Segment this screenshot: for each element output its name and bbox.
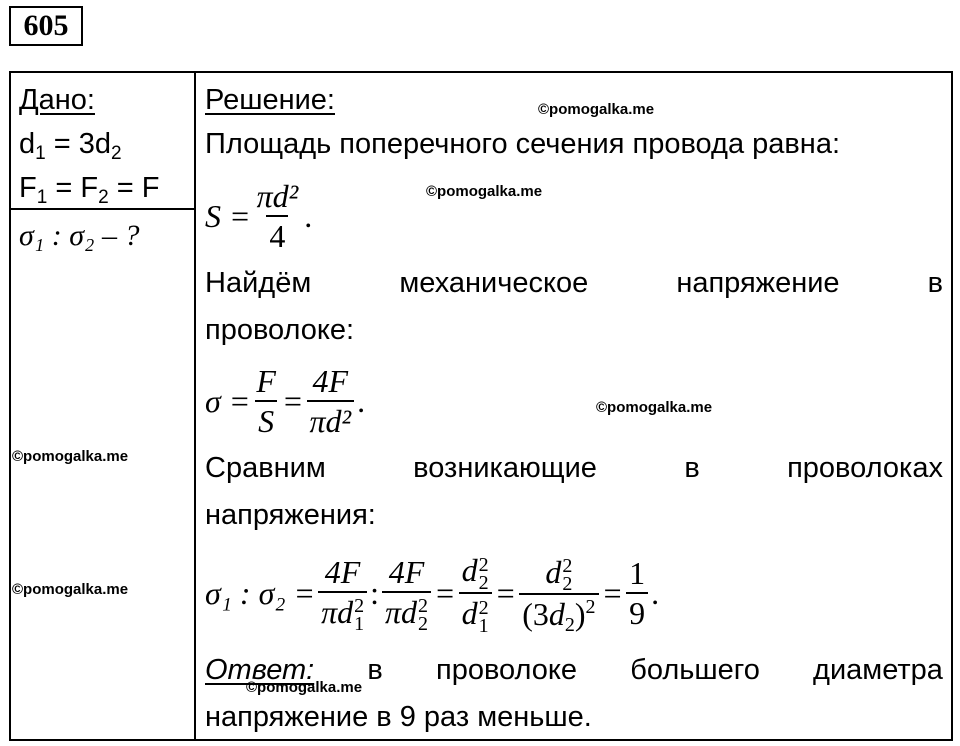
ratio-result-fraction: $\frac{1}{9}$ — [626, 554, 648, 632]
problem-number: 605 — [9, 6, 83, 46]
given-force-relation: $F_1 = F_2 = F$ — [19, 172, 160, 208]
stress-fraction-2: $\frac{4F}{\text{πd²}}$ — [307, 362, 355, 440]
solution-line-stress-intro: Найдём механическое напряжение в — [205, 267, 943, 299]
stress-fraction-1: $\frac{F}{S}$ — [256, 363, 276, 439]
watermark: ©pomogalka.me — [426, 183, 543, 200]
area-formula: S = $\frac{\text{πd²}}{4}$ . — [205, 178, 313, 254]
given-header: Дано: — [19, 84, 95, 116]
watermark: ©pomogalka.me — [538, 101, 655, 118]
given-diameter-relation: $d_1 = 3d_2$ — [19, 128, 122, 164]
column-divider — [194, 73, 196, 739]
ratio-fraction-3: d 2 2 d 2 1 — [459, 551, 492, 634]
answer-line-1: Ответ: в проволоке большего диаметра — [205, 654, 943, 686]
ratio-fraction-2: 4F πd 2 2 — [382, 553, 431, 634]
solution-line-area-intro: Площадь поперечного сечения провода равна: — [205, 128, 841, 160]
stress-formula: σ = $\frac{F}{S}$ = $\frac{4F}{\text{πd²}}$ . — [205, 363, 366, 439]
solution-line-stresses: напряжения: — [205, 499, 376, 531]
watermark: ©pomogalka.me — [12, 448, 129, 465]
solution-line-compare: Сравним возникающие в проволоках — [205, 452, 943, 484]
given-divider — [11, 208, 194, 210]
solution-line-wire: проволоке: — [205, 314, 355, 346]
watermark: ©pomogalka.me — [12, 581, 129, 598]
watermark: ©pomogalka.me — [246, 679, 363, 696]
find-ratio: σ₁ : σ₂ – ? — [19, 219, 140, 252]
solution-header: Решение: — [205, 84, 335, 116]
ratio-fraction-4: d 2 2 $(3d2)^2$ — [519, 553, 598, 634]
ratio-fraction-1: 4F πd 2 1 — [318, 553, 367, 634]
watermark: ©pomogalka.me — [596, 399, 713, 416]
answer-label: Ответ: — [205, 654, 315, 686]
solution-table — [9, 71, 953, 741]
ratio-formula: σ₁ : σ₂ = 4F πd 2 1 : 4F πd 2 2 = d 2 2 d 2 1 = d 2 2 $(3d2)^2$ = $\frac{1}{9}$ . — [205, 552, 660, 637]
area-fraction: $\frac{\text{πd²}}{4}$ — [256, 178, 299, 254]
answer-line-2: напряжение в 9 раз меньше. — [205, 701, 592, 733]
